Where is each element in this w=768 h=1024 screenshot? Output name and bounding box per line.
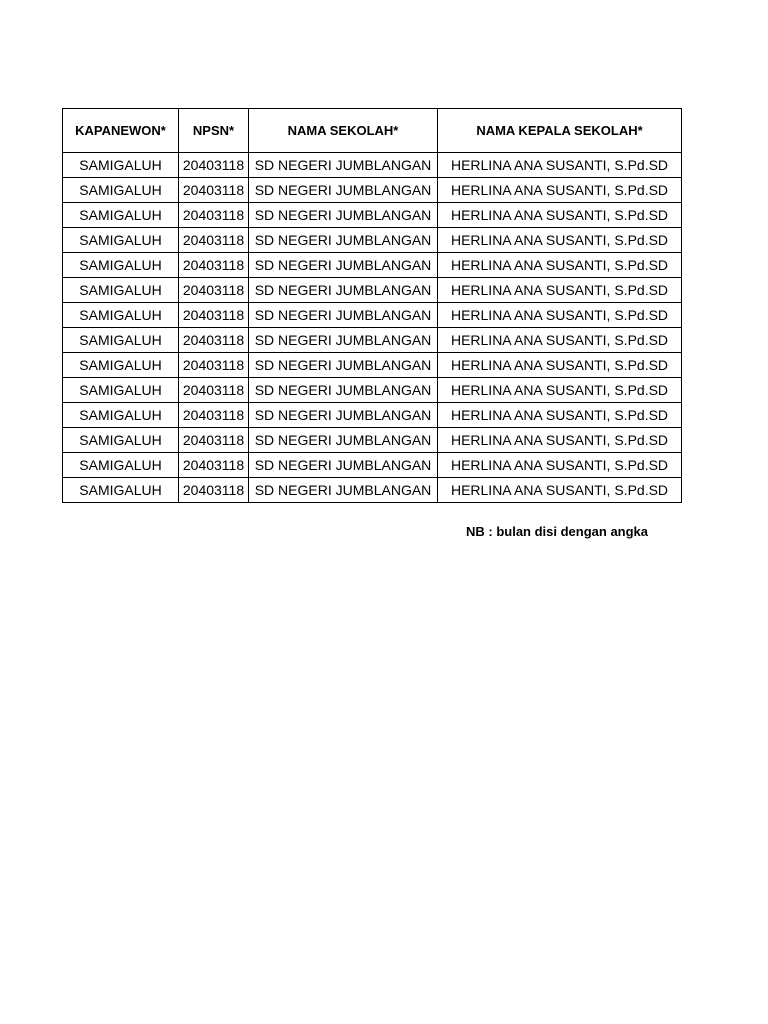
table-header xyxy=(63,109,682,153)
cell-nama-sekolah: SD NEGERI JUMBLANGAN xyxy=(249,253,438,278)
cell-kapanewon: SAMIGALUH xyxy=(63,178,179,203)
cell-kapanewon: SAMIGALUH xyxy=(63,278,179,303)
cell-nama-kepala-sekolah: HERLINA ANA SUSANTI, S.Pd.SD xyxy=(438,328,682,353)
cell-nama-kepala-sekolah: HERLINA ANA SUSANTI, S.Pd.SD xyxy=(438,353,682,378)
cell-nama-sekolah: SD NEGERI JUMBLANGAN xyxy=(249,203,438,228)
table-row xyxy=(63,428,682,453)
cell-kapanewon: SAMIGALUH xyxy=(63,303,179,328)
table-row xyxy=(63,303,682,328)
cell-nama-kepala-sekolah: HERLINA ANA SUSANTI, S.Pd.SD xyxy=(438,203,682,228)
table-row xyxy=(63,353,682,378)
cell-nama-sekolah: SD NEGERI JUMBLANGAN xyxy=(249,303,438,328)
cell-kapanewon: SAMIGALUH xyxy=(63,328,179,353)
cell-npsn: 20403118 xyxy=(179,428,249,453)
cell-kapanewon: SAMIGALUH xyxy=(63,428,179,453)
school-table xyxy=(62,108,682,503)
cell-nama-kepala-sekolah: HERLINA ANA SUSANTI, S.Pd.SD xyxy=(438,178,682,203)
cell-nama-sekolah: SD NEGERI JUMBLANGAN xyxy=(249,328,438,353)
cell-kapanewon: SAMIGALUH xyxy=(63,378,179,403)
header-row xyxy=(63,109,682,153)
cell-npsn: 20403118 xyxy=(179,153,249,178)
table-body xyxy=(63,153,682,503)
cell-kapanewon: SAMIGALUH xyxy=(63,253,179,278)
header-npsn: NPSN* xyxy=(179,109,249,153)
cell-nama-sekolah: SD NEGERI JUMBLANGAN xyxy=(249,428,438,453)
cell-npsn: 20403118 xyxy=(179,203,249,228)
cell-kapanewon: SAMIGALUH xyxy=(63,453,179,478)
cell-nama-sekolah: SD NEGERI JUMBLANGAN xyxy=(249,478,438,503)
cell-nama-sekolah: SD NEGERI JUMBLANGAN xyxy=(249,453,438,478)
cell-kapanewon: SAMIGALUH xyxy=(63,403,179,428)
table-row xyxy=(63,478,682,503)
cell-nama-sekolah: SD NEGERI JUMBLANGAN xyxy=(249,178,438,203)
header-kapanewon: KAPANEWON* xyxy=(63,109,179,153)
cell-nama-sekolah: SD NEGERI JUMBLANGAN xyxy=(249,228,438,253)
cell-nama-sekolah: SD NEGERI JUMBLANGAN xyxy=(249,278,438,303)
cell-npsn: 20403118 xyxy=(179,278,249,303)
cell-npsn: 20403118 xyxy=(179,328,249,353)
cell-nama-kepala-sekolah: HERLINA ANA SUSANTI, S.Pd.SD xyxy=(438,253,682,278)
cell-nama-kepala-sekolah: HERLINA ANA SUSANTI, S.Pd.SD xyxy=(438,453,682,478)
cell-kapanewon: SAMIGALUH xyxy=(63,228,179,253)
cell-nama-sekolah: SD NEGERI JUMBLANGAN xyxy=(249,378,438,403)
table-row xyxy=(63,228,682,253)
cell-kapanewon: SAMIGALUH xyxy=(63,478,179,503)
cell-nama-sekolah: SD NEGERI JUMBLANGAN xyxy=(249,153,438,178)
cell-npsn: 20403118 xyxy=(179,228,249,253)
cell-nama-kepala-sekolah: HERLINA ANA SUSANTI, S.Pd.SD xyxy=(438,403,682,428)
table-row xyxy=(63,253,682,278)
cell-npsn: 20403118 xyxy=(179,353,249,378)
cell-nama-kepala-sekolah: HERLINA ANA SUSANTI, S.Pd.SD xyxy=(438,378,682,403)
table-row xyxy=(63,178,682,203)
cell-npsn: 20403118 xyxy=(179,453,249,478)
table-row xyxy=(63,153,682,178)
cell-npsn: 20403118 xyxy=(179,178,249,203)
cell-nama-kepala-sekolah: HERLINA ANA SUSANTI, S.Pd.SD xyxy=(438,478,682,503)
header-nama-kepala-sekolah: NAMA KEPALA SEKOLAH* xyxy=(438,109,682,153)
table-row xyxy=(63,403,682,428)
cell-npsn: 20403118 xyxy=(179,478,249,503)
header-nama-sekolah: NAMA SEKOLAH* xyxy=(249,109,438,153)
cell-kapanewon: SAMIGALUH xyxy=(63,153,179,178)
cell-kapanewon: SAMIGALUH xyxy=(63,353,179,378)
cell-npsn: 20403118 xyxy=(179,403,249,428)
cell-nama-sekolah: SD NEGERI JUMBLANGAN xyxy=(249,353,438,378)
cell-nama-kepala-sekolah: HERLINA ANA SUSANTI, S.Pd.SD xyxy=(438,153,682,178)
table-row xyxy=(63,453,682,478)
cell-kapanewon: SAMIGALUH xyxy=(63,203,179,228)
cell-nama-kepala-sekolah: HERLINA ANA SUSANTI, S.Pd.SD xyxy=(438,428,682,453)
table-row xyxy=(63,278,682,303)
table-row xyxy=(63,378,682,403)
cell-nama-kepala-sekolah: HERLINA ANA SUSANTI, S.Pd.SD xyxy=(438,278,682,303)
cell-nama-sekolah: SD NEGERI JUMBLANGAN xyxy=(249,403,438,428)
cell-npsn: 20403118 xyxy=(179,378,249,403)
cell-nama-kepala-sekolah: HERLINA ANA SUSANTI, S.Pd.SD xyxy=(438,303,682,328)
cell-npsn: 20403118 xyxy=(179,253,249,278)
table-row xyxy=(63,203,682,228)
cell-npsn: 20403118 xyxy=(179,303,249,328)
table-row xyxy=(63,328,682,353)
footnote: NB : bulan disi dengan angka xyxy=(466,524,649,539)
cell-nama-kepala-sekolah: HERLINA ANA SUSANTI, S.Pd.SD xyxy=(438,228,682,253)
